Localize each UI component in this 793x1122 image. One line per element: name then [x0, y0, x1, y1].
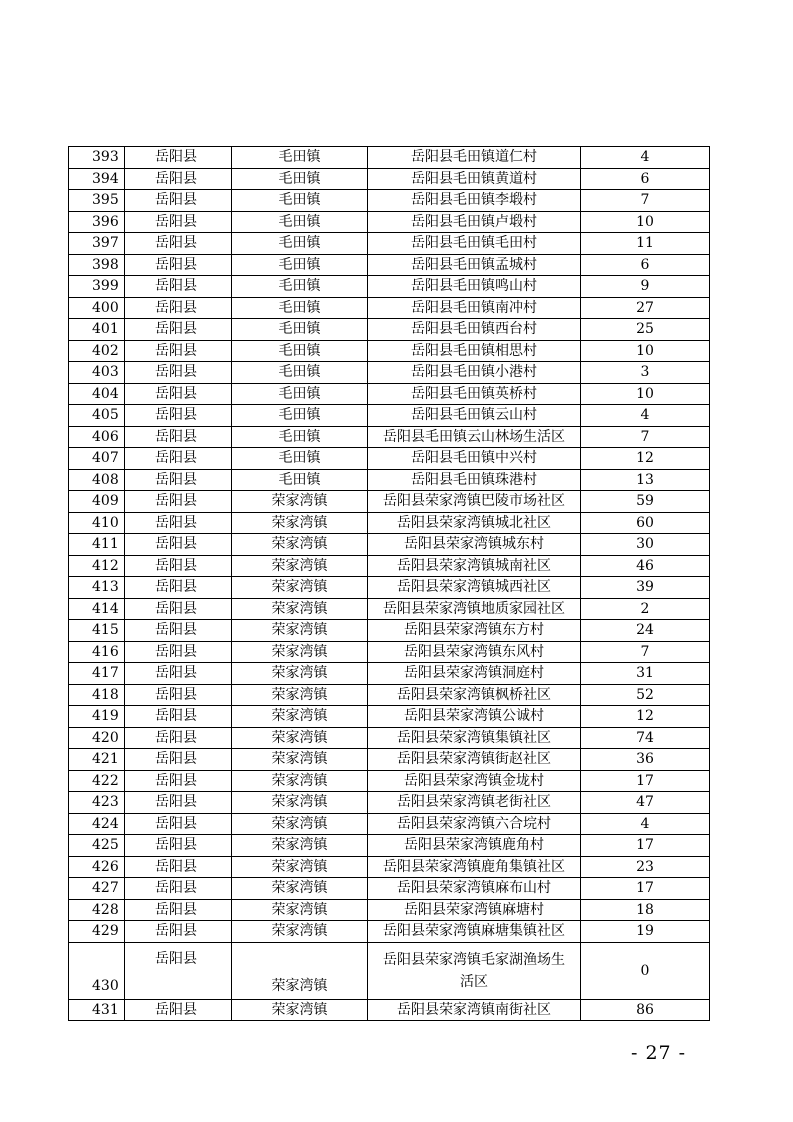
table-row [69, 211, 710, 233]
village-cell: 岳阳县荣家湾镇麻塘集镇社区 [368, 921, 581, 943]
count-cell: 9 [581, 276, 710, 298]
table-row [69, 999, 710, 1021]
village-cell: 岳阳县毛田镇鸣山村 [368, 276, 581, 298]
village-cell: 岳阳县荣家湾镇鹿角集镇社区 [368, 856, 581, 878]
town-cell: 荣家湾镇 [232, 534, 368, 556]
row-index-cell: 403 [69, 362, 125, 384]
table-row [69, 190, 710, 212]
village-cell: 岳阳县毛田镇南冲村 [368, 297, 581, 319]
table-row [69, 233, 710, 255]
village-cell: 岳阳县毛田镇云山村 [368, 405, 581, 427]
town-cell: 毛田镇 [232, 448, 368, 470]
town-cell: 荣家湾镇 [232, 577, 368, 599]
table-row [69, 620, 710, 642]
table-row [69, 878, 710, 900]
table-row [69, 663, 710, 685]
row-index-cell: 426 [69, 856, 125, 878]
row-index-cell: 418 [69, 684, 125, 706]
table-row [69, 297, 710, 319]
county-cell: 岳阳县 [125, 319, 232, 341]
row-index-cell: 430 [69, 942, 125, 999]
town-cell: 毛田镇 [232, 426, 368, 448]
town-cell: 荣家湾镇 [232, 792, 368, 814]
row-index-cell: 423 [69, 792, 125, 814]
town-cell: 荣家湾镇 [232, 620, 368, 642]
county-cell: 岳阳县 [125, 448, 232, 470]
town-cell: 毛田镇 [232, 319, 368, 341]
row-index-cell: 407 [69, 448, 125, 470]
row-index-cell: 428 [69, 899, 125, 921]
town-cell: 荣家湾镇 [232, 899, 368, 921]
county-cell: 岳阳县 [125, 340, 232, 362]
village-cell: 岳阳县毛田镇云山林场生活区 [368, 426, 581, 448]
count-cell: 18 [581, 899, 710, 921]
town-cell: 荣家湾镇 [232, 878, 368, 900]
village-cell: 岳阳县毛田镇小港村 [368, 362, 581, 384]
count-cell: 12 [581, 448, 710, 470]
county-cell: 岳阳县 [125, 856, 232, 878]
row-index-cell: 420 [69, 727, 125, 749]
county-cell: 岳阳县 [125, 426, 232, 448]
town-cell: 荣家湾镇 [232, 999, 368, 1021]
row-index-cell: 414 [69, 598, 125, 620]
row-index-cell: 398 [69, 254, 125, 276]
village-cell: 岳阳县荣家湾镇城西社区 [368, 577, 581, 599]
row-index-cell: 410 [69, 512, 125, 534]
table-row [69, 534, 710, 556]
county-cell: 岳阳县 [125, 577, 232, 599]
county-cell: 岳阳县 [125, 405, 232, 427]
town-cell: 荣家湾镇 [232, 921, 368, 943]
county-cell: 岳阳县 [125, 813, 232, 835]
count-cell: 2 [581, 598, 710, 620]
count-cell: 25 [581, 319, 710, 341]
table-row [69, 641, 710, 663]
village-cell: 岳阳县毛田镇中兴村 [368, 448, 581, 470]
table-body [69, 147, 710, 1021]
row-index-cell: 421 [69, 749, 125, 771]
village-cell: 岳阳县荣家湾镇麻布山村 [368, 878, 581, 900]
county-cell: 岳阳县 [125, 211, 232, 233]
county-cell: 岳阳县 [125, 168, 232, 190]
count-cell: 60 [581, 512, 710, 534]
row-index-cell: 408 [69, 469, 125, 491]
village-cell: 岳阳县毛田镇相思村 [368, 340, 581, 362]
row-index-cell: 422 [69, 770, 125, 792]
row-index-cell: 400 [69, 297, 125, 319]
village-cell: 岳阳县荣家湾镇麻塘村 [368, 899, 581, 921]
village-cell: 岳阳县荣家湾镇地质家园社区 [368, 598, 581, 620]
count-cell: 6 [581, 168, 710, 190]
table-row [69, 792, 710, 814]
village-cell: 岳阳县荣家湾镇枫桥社区 [368, 684, 581, 706]
count-cell: 23 [581, 856, 710, 878]
row-index-cell: 409 [69, 491, 125, 513]
row-index-cell: 412 [69, 555, 125, 577]
row-index-cell: 413 [69, 577, 125, 599]
table-row [69, 770, 710, 792]
count-cell: 7 [581, 641, 710, 663]
village-cell: 岳阳县荣家湾镇东风村 [368, 641, 581, 663]
town-cell: 毛田镇 [232, 383, 368, 405]
table-row [69, 340, 710, 362]
count-cell: 36 [581, 749, 710, 771]
town-cell: 毛田镇 [232, 469, 368, 491]
county-cell: 岳阳县 [125, 362, 232, 384]
row-index-cell: 393 [69, 147, 125, 169]
county-cell: 岳阳县 [125, 684, 232, 706]
county-cell: 岳阳县 [125, 555, 232, 577]
row-index-cell: 431 [69, 999, 125, 1021]
count-cell: 7 [581, 190, 710, 212]
county-cell: 岳阳县 [125, 792, 232, 814]
county-cell: 岳阳县 [125, 727, 232, 749]
village-cell: 岳阳县荣家湾镇鹿角村 [368, 835, 581, 857]
town-cell: 荣家湾镇 [232, 942, 368, 999]
count-cell: 74 [581, 727, 710, 749]
row-index-cell: 416 [69, 641, 125, 663]
county-cell: 岳阳县 [125, 233, 232, 255]
town-cell: 毛田镇 [232, 276, 368, 298]
count-cell: 24 [581, 620, 710, 642]
village-cell: 岳阳县荣家湾镇巴陵市场社区 [368, 491, 581, 513]
county-cell: 岳阳县 [125, 770, 232, 792]
village-cell: 岳阳县荣家湾镇公诚村 [368, 706, 581, 728]
row-index-cell: 411 [69, 534, 125, 556]
village-cell: 岳阳县荣家湾镇集镇社区 [368, 727, 581, 749]
county-cell: 岳阳县 [125, 598, 232, 620]
table-row [69, 899, 710, 921]
table-row [69, 491, 710, 513]
county-cell: 岳阳县 [125, 749, 232, 771]
table-row [69, 727, 710, 749]
village-cell: 岳阳县荣家湾镇毛家湖渔场生活区 [368, 942, 581, 999]
county-cell: 岳阳县 [125, 190, 232, 212]
count-cell: 3 [581, 362, 710, 384]
table-row [69, 319, 710, 341]
count-cell: 4 [581, 405, 710, 427]
county-cell: 岳阳县 [125, 534, 232, 556]
county-cell: 岳阳县 [125, 276, 232, 298]
county-cell: 岳阳县 [125, 835, 232, 857]
county-cell: 岳阳县 [125, 297, 232, 319]
table-row [69, 706, 710, 728]
county-cell: 岳阳县 [125, 942, 232, 999]
county-cell: 岳阳县 [125, 641, 232, 663]
county-cell: 岳阳县 [125, 999, 232, 1021]
town-cell: 荣家湾镇 [232, 813, 368, 835]
count-cell: 17 [581, 835, 710, 857]
village-cell: 岳阳县荣家湾镇洞庭村 [368, 663, 581, 685]
table-row [69, 147, 710, 169]
village-cell: 岳阳县荣家湾镇东方村 [368, 620, 581, 642]
table-row [69, 813, 710, 835]
town-cell: 荣家湾镇 [232, 641, 368, 663]
table-row [69, 469, 710, 491]
village-cell: 岳阳县荣家湾镇六合垸村 [368, 813, 581, 835]
village-cell: 岳阳县荣家湾镇城东村 [368, 534, 581, 556]
table-row [69, 276, 710, 298]
village-cell: 岳阳县毛田镇英桥村 [368, 383, 581, 405]
town-cell: 荣家湾镇 [232, 706, 368, 728]
row-index-cell: 405 [69, 405, 125, 427]
town-cell: 毛田镇 [232, 297, 368, 319]
town-cell: 毛田镇 [232, 190, 368, 212]
table-row [69, 168, 710, 190]
row-index-cell: 417 [69, 663, 125, 685]
count-cell: 47 [581, 792, 710, 814]
village-cell: 岳阳县毛田镇黄道村 [368, 168, 581, 190]
count-cell: 31 [581, 663, 710, 685]
table-row [69, 856, 710, 878]
count-cell: 10 [581, 340, 710, 362]
town-cell: 毛田镇 [232, 147, 368, 169]
town-cell: 毛田镇 [232, 405, 368, 427]
village-cell: 岳阳县毛田镇孟城村 [368, 254, 581, 276]
town-cell: 毛田镇 [232, 168, 368, 190]
count-cell: 27 [581, 297, 710, 319]
village-cell: 岳阳县荣家湾镇南街社区 [368, 999, 581, 1021]
table-row [69, 448, 710, 470]
table-row [69, 684, 710, 706]
village-cell: 岳阳县毛田镇珠港村 [368, 469, 581, 491]
town-cell: 荣家湾镇 [232, 684, 368, 706]
count-cell: 4 [581, 813, 710, 835]
count-cell: 11 [581, 233, 710, 255]
town-cell: 荣家湾镇 [232, 770, 368, 792]
town-cell: 荣家湾镇 [232, 512, 368, 534]
table-row [69, 426, 710, 448]
count-cell: 39 [581, 577, 710, 599]
count-cell: 59 [581, 491, 710, 513]
town-cell: 荣家湾镇 [232, 555, 368, 577]
town-cell: 毛田镇 [232, 340, 368, 362]
count-cell: 19 [581, 921, 710, 943]
county-cell: 岳阳县 [125, 921, 232, 943]
row-index-cell: 395 [69, 190, 125, 212]
county-cell: 岳阳县 [125, 663, 232, 685]
county-cell: 岳阳县 [125, 878, 232, 900]
row-index-cell: 419 [69, 706, 125, 728]
town-cell: 毛田镇 [232, 233, 368, 255]
county-cell: 岳阳县 [125, 899, 232, 921]
row-index-cell: 406 [69, 426, 125, 448]
town-cell: 毛田镇 [232, 362, 368, 384]
table-row [69, 942, 710, 999]
count-cell: 86 [581, 999, 710, 1021]
row-index-cell: 415 [69, 620, 125, 642]
village-cell: 岳阳县毛田镇李塅村 [368, 190, 581, 212]
county-cell: 岳阳县 [125, 620, 232, 642]
table-row [69, 405, 710, 427]
town-cell: 毛田镇 [232, 254, 368, 276]
row-index-cell: 404 [69, 383, 125, 405]
village-cell: 岳阳县荣家湾镇金垅村 [368, 770, 581, 792]
town-cell: 荣家湾镇 [232, 856, 368, 878]
count-cell: 12 [581, 706, 710, 728]
table-row [69, 749, 710, 771]
table-row [69, 555, 710, 577]
table-row [69, 512, 710, 534]
count-cell: 52 [581, 684, 710, 706]
county-cell: 岳阳县 [125, 706, 232, 728]
town-cell: 毛田镇 [232, 211, 368, 233]
table-row [69, 383, 710, 405]
village-cell: 岳阳县毛田镇道仁村 [368, 147, 581, 169]
row-index-cell: 397 [69, 233, 125, 255]
county-cell: 岳阳县 [125, 491, 232, 513]
county-cell: 岳阳县 [125, 383, 232, 405]
county-cell: 岳阳县 [125, 147, 232, 169]
town-cell: 荣家湾镇 [232, 491, 368, 513]
town-cell: 荣家湾镇 [232, 727, 368, 749]
row-index-cell: 424 [69, 813, 125, 835]
row-index-cell: 402 [69, 340, 125, 362]
county-cell: 岳阳县 [125, 512, 232, 534]
count-cell: 13 [581, 469, 710, 491]
row-index-cell: 427 [69, 878, 125, 900]
table-row [69, 921, 710, 943]
count-cell: 6 [581, 254, 710, 276]
table-row [69, 254, 710, 276]
count-cell: 10 [581, 211, 710, 233]
town-cell: 荣家湾镇 [232, 663, 368, 685]
county-cell: 岳阳县 [125, 469, 232, 491]
village-cell: 岳阳县毛田镇卢塅村 [368, 211, 581, 233]
village-cell: 岳阳县荣家湾镇老街社区 [368, 792, 581, 814]
village-cell: 岳阳县毛田镇西台村 [368, 319, 581, 341]
row-index-cell: 429 [69, 921, 125, 943]
page-number: - 27 - [631, 1042, 687, 1064]
count-cell: 46 [581, 555, 710, 577]
village-cell: 岳阳县荣家湾镇城南社区 [368, 555, 581, 577]
count-cell: 7 [581, 426, 710, 448]
table-row [69, 835, 710, 857]
town-cell: 荣家湾镇 [232, 835, 368, 857]
row-index-cell: 425 [69, 835, 125, 857]
count-cell: 17 [581, 770, 710, 792]
count-cell: 4 [581, 147, 710, 169]
table-row [69, 598, 710, 620]
row-index-cell: 396 [69, 211, 125, 233]
row-index-cell: 399 [69, 276, 125, 298]
row-index-cell: 394 [69, 168, 125, 190]
data-table [68, 146, 710, 1021]
table-row [69, 362, 710, 384]
village-cell: 岳阳县荣家湾镇街赵社区 [368, 749, 581, 771]
count-cell: 10 [581, 383, 710, 405]
count-cell: 0 [581, 942, 710, 999]
row-index-cell: 401 [69, 319, 125, 341]
town-cell: 荣家湾镇 [232, 749, 368, 771]
count-cell: 30 [581, 534, 710, 556]
village-cell: 岳阳县毛田镇毛田村 [368, 233, 581, 255]
table-row [69, 577, 710, 599]
county-cell: 岳阳县 [125, 254, 232, 276]
village-cell: 岳阳县荣家湾镇城北社区 [368, 512, 581, 534]
town-cell: 荣家湾镇 [232, 598, 368, 620]
count-cell: 17 [581, 878, 710, 900]
